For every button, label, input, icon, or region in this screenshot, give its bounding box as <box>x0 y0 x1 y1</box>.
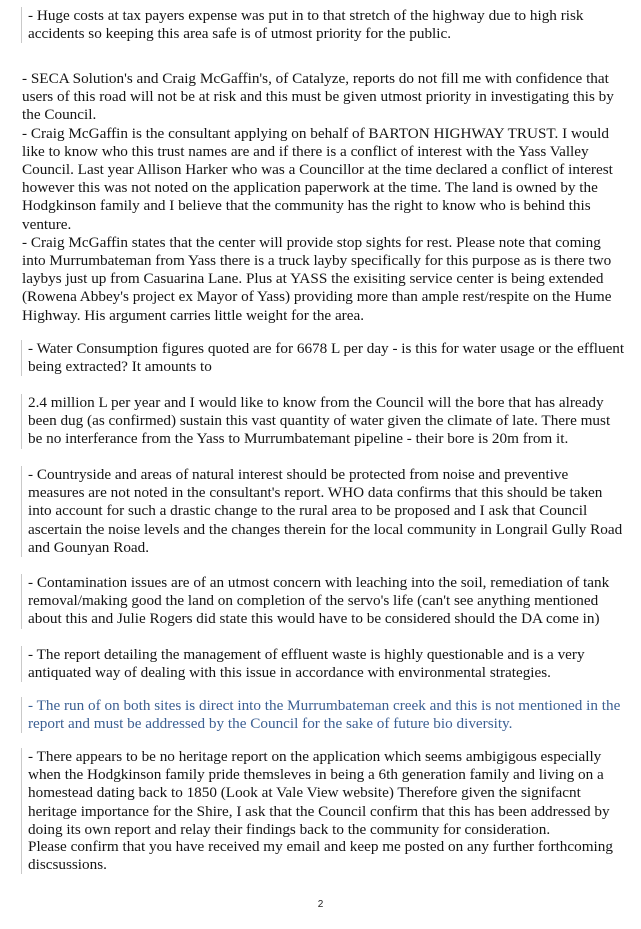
paragraph-highway-costs: - Huge costs at tax payers expense was put in to that stretch of the highway due to high risk accidents so keeping this area safe is of utmost priority for the public. <box>21 7 628 43</box>
paragraph-contamination: - Contamination issues are of an utmost concern with leaching into the soil, remediation of tank removal/making good the land on completion of the servo's life (can't see anything mentioned about this and Julie Rogers did state this would have to be considered should the DA come in) <box>21 574 628 629</box>
paragraph-confirmation-request: Please confirm that you have received my email and keep me posted on any further forthcoming discsussions. <box>21 838 628 874</box>
paragraph-run-off: - The run of on both sites is direct into the Murrumbateman creek and this is not mentioned in the report and must be addressed by the Council for the sake of future bio diversity. <box>21 697 628 733</box>
paragraph-reports-and-consultant: - SECA Solution's and Craig McGaffin's, of Catalyze, reports do not fill me with confidence that users of this road will not be at risk and this must be given utmost priority in investigating this by the Council. - Craig McGaffin is the consultant applying on behalf of BARTON HIGHWAY TRUST. I would like to know who this trust names are and if there is a conflict of interest with the Yass Valley Council. Last year Allison Harker who was a Councillor at the time declared a conflict of interest however this was not noted on the application paperwork at the time. The land is owned by the Hodgkinson family and I believe that the community has the right to know who is behind this venture. - Craig McGaffin states that the center will provide stop sights for rest. Please note that coming into Murrumbateman from Yass there is a truck layby specifically for this purpose as is there two laybys just up from Casuarina Lane. Plus at YASS the exisiting service center is being extended (Rowena Abbey's project ex Mayor of Yass) providing more than ample rest/respite on the Hume Highway. His argument carries little weight for the area. <box>22 70 614 324</box>
paragraph-effluent-waste: - The report detailing the management of effluent waste is highly questionable and is a very antiquated way of dealing with this issue in accordance with environmental strategies. <box>21 646 628 682</box>
paragraph-noise: - Countryside and areas of natural interest should be protected from noise and preventive measures are not noted in the consultant's report. WHO data confirms that this should be taken into account for such a drastic change to the rural area to be proposed and I ask that Council ascertain the noise levels and the changes therein for the local community in Longrail Gully Road and Gounyan Road. <box>21 466 628 557</box>
paragraph-heritage: - There appears to be no heritage report on the application which seems ambigigous especially when the Hodgkinson family pride themsleves in being a 6th generation family and living on a homestead dating back to 1850 (Look at Vale View website) Therefore given the signifacnt heritage importance for the Shire, I ask that the Council confirm that this has been addressed by doing its own report and relay their findings back to the community for consideration. <box>21 748 628 839</box>
page-number: 2 <box>317 899 324 910</box>
paragraph-water-consumption: - Water Consumption figures quoted are for 6678 L per day - is this for water usage or the effluent being extracted? It amounts to <box>21 340 628 376</box>
paragraph-bore-water: 2.4 million L per year and I would like to know from the Council will the bore that has already been dug (as confirmed) sustain this vast quantity of water given the climate of late. There must be no interferance from the Yass to Murrumbatemant pipeline - their bore is 20m from it. <box>21 394 628 449</box>
